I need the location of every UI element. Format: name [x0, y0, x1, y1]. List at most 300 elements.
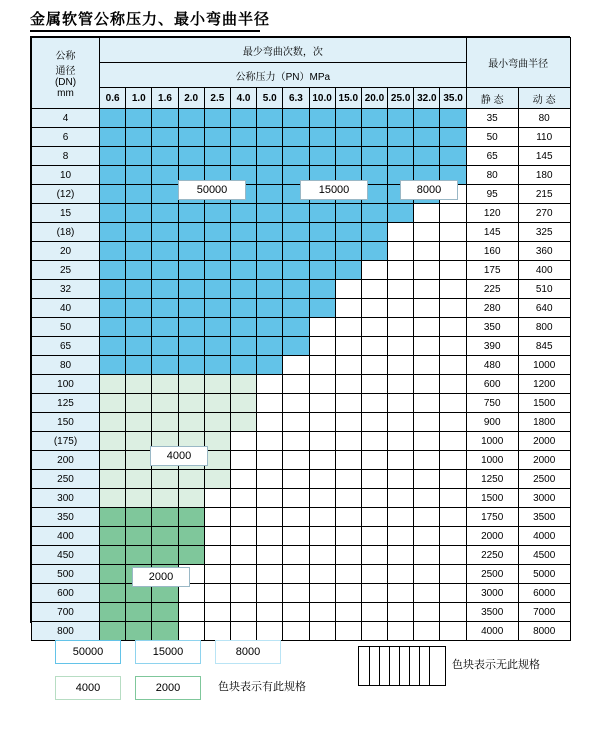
cell-pn-6.3: [283, 508, 309, 527]
cell-pn-25.0: [388, 109, 414, 128]
cell-pn-25.0: [388, 565, 414, 584]
cell-pn-1.6: [152, 280, 178, 299]
cell-pn-4.0: [230, 223, 256, 242]
cell-pn-32.0: [414, 261, 440, 280]
cell-pn-10.0: [309, 223, 335, 242]
cell-pn-20.0: [361, 527, 387, 546]
cell-pn-32.0: [414, 280, 440, 299]
cell-pn-20.0: [361, 299, 387, 318]
legend: [30, 636, 570, 716]
cell-pn-5.0: [257, 223, 283, 242]
cell-pn-25.0: [388, 432, 414, 451]
chip-4000: 4000: [150, 446, 208, 466]
cell-pn-4.0: [230, 527, 256, 546]
cell-dn: (18): [32, 223, 100, 242]
cell-pn-4.0: [230, 128, 256, 147]
header-min-bend-radius: 最小弯曲半径: [466, 38, 570, 88]
header-dn-line-2: (DN): [54, 77, 77, 88]
cell-pn-25.0: [388, 147, 414, 166]
cell-pn-25.0: [388, 451, 414, 470]
header-dn-line-1: 通径: [55, 66, 76, 77]
cell-pn-25.0: [388, 280, 414, 299]
cell-dynamic-radius: 5000: [518, 565, 570, 584]
cell-pn-4.0: [230, 375, 256, 394]
cell-pn-2.0: [178, 489, 204, 508]
cell-pn-5.0: [257, 147, 283, 166]
cell-pn-4.0: [230, 508, 256, 527]
cell-static-radius: 1750: [466, 508, 518, 527]
cell-pn-15.0: [335, 261, 361, 280]
cell-dynamic-radius: 110: [518, 128, 570, 147]
cell-pn-2.5: [204, 318, 230, 337]
cell-pn-20.0: [361, 375, 387, 394]
cell-static-radius: 350: [466, 318, 518, 337]
cell-pn-32.0: [414, 128, 440, 147]
cell-pn-5.0: [257, 413, 283, 432]
cell-static-radius: 35: [466, 109, 518, 128]
cell-pn-25.0: [388, 337, 414, 356]
cell-pn-4.0: [230, 242, 256, 261]
cell-pn-35.0: [440, 432, 466, 451]
cell-pn-35.0: [440, 280, 466, 299]
cell-pn-6.3: [283, 375, 309, 394]
cell-static-radius: 3000: [466, 584, 518, 603]
cell-dn: 400: [32, 527, 100, 546]
cell-pn-25.0: [388, 356, 414, 375]
legend-box-50000: 50000: [55, 640, 121, 664]
cell-static-radius: 2250: [466, 546, 518, 565]
table-row: [32, 337, 571, 356]
cell-pn-25.0: [388, 128, 414, 147]
header-pn-35.0: 35.0: [440, 88, 466, 109]
cell-pn-1.0: [126, 242, 152, 261]
cell-pn-2.0: [178, 375, 204, 394]
cell-pn-10.0: [309, 128, 335, 147]
cell-dynamic-radius: 360: [518, 242, 570, 261]
cell-pn-2.5: [204, 147, 230, 166]
cell-pn-2.5: [204, 527, 230, 546]
chip-15000: 15000: [300, 180, 368, 200]
cell-pn-6.3: [283, 451, 309, 470]
cell-static-radius: 1500: [466, 489, 518, 508]
cell-pn-6.3: [283, 413, 309, 432]
cell-pn-1.6: [152, 166, 178, 185]
cell-dynamic-radius: 4500: [518, 546, 570, 565]
spec-table: [31, 37, 571, 641]
cell-pn-15.0: [335, 451, 361, 470]
cell-pn-35.0: [440, 318, 466, 337]
cell-static-radius: 2500: [466, 565, 518, 584]
cell-dn: 6: [32, 128, 100, 147]
cell-pn-32.0: [414, 337, 440, 356]
cell-pn-2.5: [204, 584, 230, 603]
table-row: [32, 204, 571, 223]
cell-dn: 80: [32, 356, 100, 375]
cell-dn: 8: [32, 147, 100, 166]
cell-pn-0.6: [100, 337, 126, 356]
cell-pn-1.0: [126, 508, 152, 527]
cell-pn-20.0: [361, 565, 387, 584]
cell-pn-5.0: [257, 204, 283, 223]
table-row: [32, 128, 571, 147]
cell-pn-1.0: [126, 318, 152, 337]
cell-pn-1.0: [126, 451, 152, 470]
cell-pn-15.0: [335, 128, 361, 147]
cell-pn-32.0: [414, 489, 440, 508]
cell-pn-1.6: [152, 109, 178, 128]
legend-note-hatch: 色块表示无此规格: [452, 658, 540, 671]
cell-pn-2.5: [204, 242, 230, 261]
cell-pn-20.0: [361, 470, 387, 489]
cell-pn-0.6: [100, 451, 126, 470]
legend-box-15000: 15000: [135, 640, 201, 664]
cell-pn-32.0: [414, 356, 440, 375]
cell-pn-35.0: [440, 451, 466, 470]
cell-pn-15.0: [335, 356, 361, 375]
cell-dynamic-radius: 1000: [518, 356, 570, 375]
cell-pn-0.6: [100, 394, 126, 413]
cell-static-radius: 1250: [466, 470, 518, 489]
cell-static-radius: 280: [466, 299, 518, 318]
cell-dn: 600: [32, 584, 100, 603]
cell-pn-1.6: [152, 527, 178, 546]
cell-pn-10.0: [309, 584, 335, 603]
cell-pn-1.6: [152, 470, 178, 489]
cell-pn-2.5: [204, 546, 230, 565]
cell-pn-20.0: [361, 242, 387, 261]
cell-static-radius: 4000: [466, 622, 518, 641]
cell-pn-2.5: [204, 261, 230, 280]
cell-pn-2.0: [178, 356, 204, 375]
cell-pn-5.0: [257, 128, 283, 147]
cell-pn-4.0: [230, 261, 256, 280]
header-dn-line-0: 公称: [55, 51, 76, 62]
cell-pn-32.0: [414, 394, 440, 413]
cell-pn-2.5: [204, 603, 230, 622]
cell-static-radius: 120: [466, 204, 518, 223]
cell-pn-32.0: [414, 223, 440, 242]
cell-pn-32.0: [414, 109, 440, 128]
cell-dynamic-radius: 2000: [518, 432, 570, 451]
cell-pn-20.0: [361, 356, 387, 375]
cell-pn-2.5: [204, 299, 230, 318]
cell-pn-35.0: [440, 109, 466, 128]
cell-pn-15.0: [335, 432, 361, 451]
cell-pn-4.0: [230, 299, 256, 318]
table-row: [32, 261, 571, 280]
header-radius-static: 静 态: [466, 88, 518, 109]
cell-static-radius: 225: [466, 280, 518, 299]
cell-pn-0.6: [100, 204, 126, 223]
cell-static-radius: 900: [466, 413, 518, 432]
cell-pn-2.0: [178, 546, 204, 565]
cell-pn-25.0: [388, 299, 414, 318]
cell-pn-25.0: [388, 470, 414, 489]
cell-pn-2.5: [204, 204, 230, 223]
cell-pn-35.0: [440, 394, 466, 413]
cell-pn-32.0: [414, 565, 440, 584]
cell-pn-4.0: [230, 318, 256, 337]
cell-pn-10.0: [309, 356, 335, 375]
cell-pn-5.0: [257, 185, 283, 204]
cell-pn-35.0: [440, 147, 466, 166]
cell-pn-25.0: [388, 489, 414, 508]
cell-pn-6.3: [283, 394, 309, 413]
cell-pn-1.6: [152, 356, 178, 375]
cell-dynamic-radius: 145: [518, 147, 570, 166]
table-row: [32, 527, 571, 546]
cell-pn-35.0: [440, 128, 466, 147]
cell-pn-5.0: [257, 280, 283, 299]
cell-pn-25.0: [388, 394, 414, 413]
cell-pn-25.0: [388, 413, 414, 432]
cell-pn-4.0: [230, 413, 256, 432]
cell-pn-2.0: [178, 223, 204, 242]
cell-pn-20.0: [361, 147, 387, 166]
cell-pn-35.0: [440, 223, 466, 242]
cell-pn-6.3: [283, 204, 309, 223]
table-row: [32, 603, 571, 622]
cell-pn-0.6: [100, 470, 126, 489]
cell-dn: 800: [32, 622, 100, 641]
cell-pn-1.6: [152, 603, 178, 622]
cell-pn-6.3: [283, 128, 309, 147]
header-pn-2.0: 2.0: [178, 88, 204, 109]
cell-pn-4.0: [230, 356, 256, 375]
cell-pn-2.5: [204, 375, 230, 394]
table-row: [32, 413, 571, 432]
cell-pn-0.6: [100, 242, 126, 261]
table-row: [32, 223, 571, 242]
cell-pn-32.0: [414, 147, 440, 166]
cell-pn-6.3: [283, 299, 309, 318]
chip-8000: 8000: [400, 180, 458, 200]
cell-pn-20.0: [361, 337, 387, 356]
cell-pn-2.0: [178, 508, 204, 527]
cell-pn-4.0: [230, 546, 256, 565]
cell-dn: 150: [32, 413, 100, 432]
cell-pn-6.3: [283, 109, 309, 128]
cell-pn-2.0: [178, 318, 204, 337]
chip-50000: 50000: [178, 180, 246, 200]
cell-pn-0.6: [100, 375, 126, 394]
cell-static-radius: 2000: [466, 527, 518, 546]
table-row: [32, 242, 571, 261]
cell-pn-4.0: [230, 394, 256, 413]
legend-box-8000: 8000: [215, 640, 281, 664]
cell-pn-15.0: [335, 527, 361, 546]
cell-dynamic-radius: 4000: [518, 527, 570, 546]
cell-pn-2.5: [204, 565, 230, 584]
cell-pn-6.3: [283, 318, 309, 337]
table-row: [32, 546, 571, 565]
cell-pn-35.0: [440, 546, 466, 565]
cell-pn-35.0: [440, 584, 466, 603]
cell-pn-2.0: [178, 337, 204, 356]
table-row: [32, 584, 571, 603]
cell-pn-35.0: [440, 565, 466, 584]
cell-pn-0.6: [100, 318, 126, 337]
cell-pn-10.0: [309, 109, 335, 128]
header-pn-32.0: 32.0: [414, 88, 440, 109]
cell-pn-5.0: [257, 375, 283, 394]
cell-pn-25.0: [388, 318, 414, 337]
cell-pn-1.6: [152, 375, 178, 394]
cell-pn-20.0: [361, 508, 387, 527]
cell-dynamic-radius: 325: [518, 223, 570, 242]
cell-pn-2.5: [204, 413, 230, 432]
header-pn-0.6: 0.6: [100, 88, 126, 109]
cell-pn-4.0: [230, 280, 256, 299]
cell-pn-10.0: [309, 147, 335, 166]
cell-pn-1.0: [126, 109, 152, 128]
cell-pn-15.0: [335, 508, 361, 527]
cell-pn-25.0: [388, 261, 414, 280]
cell-pn-1.6: [152, 261, 178, 280]
legend-hatch-swatch: [358, 646, 446, 686]
cell-pn-25.0: [388, 527, 414, 546]
cell-pn-2.0: [178, 413, 204, 432]
cell-dynamic-radius: 1800: [518, 413, 570, 432]
legend-note-color: 色块表示有此规格: [218, 680, 306, 693]
cell-dynamic-radius: 270: [518, 204, 570, 223]
cell-static-radius: 80: [466, 166, 518, 185]
cell-pn-32.0: [414, 318, 440, 337]
cell-pn-6.3: [283, 603, 309, 622]
cell-pn-4.0: [230, 565, 256, 584]
cell-pn-4.0: [230, 603, 256, 622]
cell-pn-4.0: [230, 432, 256, 451]
cell-pn-35.0: [440, 603, 466, 622]
cell-pn-1.0: [126, 299, 152, 318]
cell-static-radius: 480: [466, 356, 518, 375]
table-row: [32, 508, 571, 527]
cell-pn-5.0: [257, 394, 283, 413]
cell-pn-5.0: [257, 166, 283, 185]
cell-pn-6.3: [283, 489, 309, 508]
cell-pn-1.0: [126, 470, 152, 489]
table-row: [32, 489, 571, 508]
cell-pn-25.0: [388, 603, 414, 622]
cell-static-radius: 390: [466, 337, 518, 356]
legend-box-4000: 4000: [55, 676, 121, 700]
cell-pn-35.0: [440, 413, 466, 432]
cell-pn-32.0: [414, 470, 440, 489]
cell-pn-1.0: [126, 280, 152, 299]
cell-pn-10.0: [309, 299, 335, 318]
table-row: [32, 280, 571, 299]
cell-pn-6.3: [283, 223, 309, 242]
table-header-row-3: [32, 88, 571, 109]
cell-pn-5.0: [257, 546, 283, 565]
cell-pn-2.5: [204, 394, 230, 413]
cell-pn-0.6: [100, 432, 126, 451]
cell-pn-20.0: [361, 603, 387, 622]
cell-pn-35.0: [440, 356, 466, 375]
cell-pn-1.0: [126, 166, 152, 185]
cell-pn-6.3: [283, 261, 309, 280]
cell-dn: 100: [32, 375, 100, 394]
cell-dynamic-radius: 80: [518, 109, 570, 128]
cell-pn-15.0: [335, 375, 361, 394]
cell-static-radius: 750: [466, 394, 518, 413]
cell-static-radius: 3500: [466, 603, 518, 622]
cell-pn-0.6: [100, 147, 126, 166]
header-pn-25.0: 25.0: [388, 88, 414, 109]
cell-pn-5.0: [257, 337, 283, 356]
cell-pn-2.0: [178, 527, 204, 546]
cell-dynamic-radius: 3000: [518, 489, 570, 508]
cell-pn-10.0: [309, 432, 335, 451]
cell-dn: 300: [32, 489, 100, 508]
cell-static-radius: 65: [466, 147, 518, 166]
cell-dn: 4: [32, 109, 100, 128]
cell-pn-35.0: [440, 337, 466, 356]
cell-pn-5.0: [257, 261, 283, 280]
legend-box-2000: 2000: [135, 676, 201, 700]
cell-pn-5.0: [257, 356, 283, 375]
cell-pn-32.0: [414, 451, 440, 470]
cell-pn-6.3: [283, 280, 309, 299]
cell-pn-2.0: [178, 128, 204, 147]
cell-pn-2.0: [178, 280, 204, 299]
table-header-row-1: [32, 38, 571, 63]
cell-static-radius: 1000: [466, 451, 518, 470]
chip-2000: 2000: [132, 567, 190, 587]
cell-pn-6.3: [283, 584, 309, 603]
cell-pn-20.0: [361, 451, 387, 470]
cell-pn-20.0: [361, 394, 387, 413]
cell-pn-1.0: [126, 204, 152, 223]
cell-static-radius: 600: [466, 375, 518, 394]
cell-pn-0.6: [100, 223, 126, 242]
cell-pn-10.0: [309, 337, 335, 356]
cell-pn-10.0: [309, 451, 335, 470]
cell-pn-20.0: [361, 318, 387, 337]
cell-pn-15.0: [335, 242, 361, 261]
cell-pn-25.0: [388, 242, 414, 261]
table-row: [32, 375, 571, 394]
cell-pn-4.0: [230, 584, 256, 603]
cell-pn-15.0: [335, 109, 361, 128]
cell-pn-2.0: [178, 299, 204, 318]
cell-pn-25.0: [388, 584, 414, 603]
cell-pn-20.0: [361, 280, 387, 299]
cell-pn-4.0: [230, 337, 256, 356]
cell-pn-10.0: [309, 527, 335, 546]
table-row: [32, 318, 571, 337]
cell-pn-20.0: [361, 584, 387, 603]
header-pn-15.0: 15.0: [335, 88, 361, 109]
cell-pn-2.5: [204, 470, 230, 489]
cell-static-radius: 95: [466, 185, 518, 204]
cell-pn-0.6: [100, 166, 126, 185]
cell-dynamic-radius: 6000: [518, 584, 570, 603]
cell-pn-2.5: [204, 508, 230, 527]
cell-dynamic-radius: 180: [518, 166, 570, 185]
cell-pn-32.0: [414, 299, 440, 318]
header-pn-1.6: 1.6: [152, 88, 178, 109]
cell-pn-2.0: [178, 109, 204, 128]
cell-pn-1.0: [126, 128, 152, 147]
cell-pn-2.5: [204, 451, 230, 470]
cell-pn-1.0: [126, 261, 152, 280]
cell-dynamic-radius: 1500: [518, 394, 570, 413]
cell-pn-2.0: [178, 470, 204, 489]
cell-pn-2.0: [178, 394, 204, 413]
cell-pn-5.0: [257, 584, 283, 603]
cell-dn: (12): [32, 185, 100, 204]
